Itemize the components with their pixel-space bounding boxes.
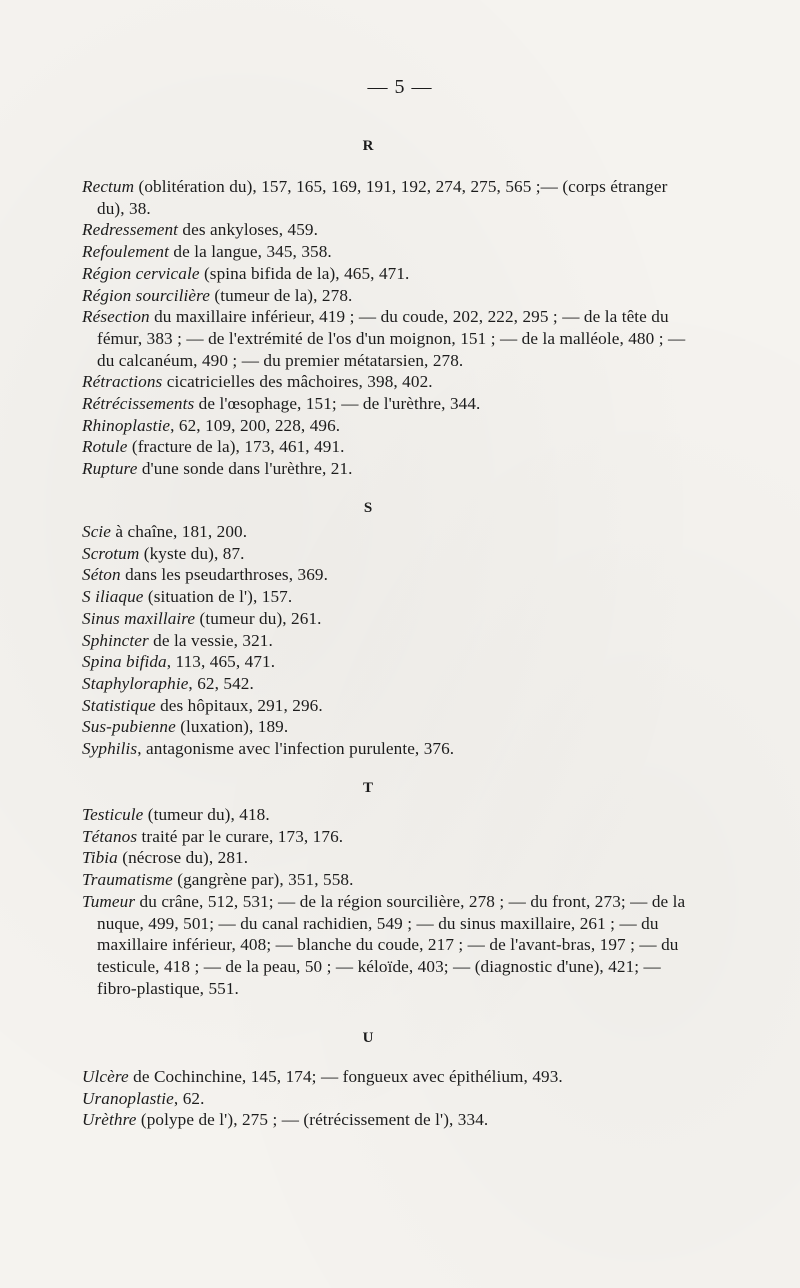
entry-term: Uranoplastie bbox=[82, 1088, 174, 1108]
index-entry bbox=[82, 1109, 687, 1131]
section-entries-t bbox=[0, 804, 800, 999]
entry-term: Rectum bbox=[82, 177, 135, 196]
entry-term: Scrotum bbox=[82, 543, 140, 563]
section-entries-r bbox=[0, 176, 800, 480]
index-entry bbox=[82, 869, 687, 891]
entry-text: (spina bifida de la), 465, 471. bbox=[199, 263, 410, 283]
entry-term: Région cervicale bbox=[82, 263, 200, 283]
index-entry bbox=[82, 738, 687, 760]
index-entry bbox=[82, 543, 687, 565]
index-entry bbox=[82, 673, 687, 695]
index-entry bbox=[82, 826, 687, 848]
entry-term: Urèthre bbox=[82, 1110, 137, 1130]
entry-text: , 62. bbox=[173, 1088, 205, 1108]
index-entry bbox=[82, 651, 687, 673]
index-entry bbox=[82, 564, 687, 586]
index-entry bbox=[82, 241, 687, 263]
entry-text: de l'œsophage, 151; — de l'urèthre, 344. bbox=[194, 394, 481, 414]
entry-term: Tibia bbox=[82, 848, 118, 868]
entry-text: de Cochinchine, 145, 174; — fongueux avec épithélium, 493. bbox=[128, 1067, 563, 1086]
entry-text: d'une sonde dans l'urèthre, 21. bbox=[137, 459, 353, 479]
entry-term: Rotule bbox=[82, 437, 128, 457]
entry-text: (polype de l'), 275 ; — (rétrécissement de l'), 334. bbox=[136, 1110, 489, 1130]
entry-term: Ulcère bbox=[82, 1067, 129, 1086]
section-letter-r: R bbox=[362, 138, 374, 154]
section-letter-t: T bbox=[362, 780, 373, 796]
entry-text: (tumeur de la), 278. bbox=[209, 285, 353, 305]
entry-text: cicatricielles des mâchoires, 398, 402. bbox=[162, 372, 433, 392]
index-entry bbox=[82, 415, 687, 437]
index-entry bbox=[82, 436, 687, 458]
entry-text: du crâne, 512, 531; — de la région sourcilière, 278 ; — du front, 273; — de la nuque, 499, 501; — du canal rachidien, 549 ; — du sinus maxillaire, 261 ; — du maxillaire inférieur, 408; — blanche du coude, 217 ; — de l'avant-bras, 197 ; — du testicule, 418 ; — de la peau, 50 ; — kéloïde, 403; — (diagnostic d'une), 421; — fibro-plastique, 551. bbox=[97, 891, 686, 998]
entry-term: Rétrécissements bbox=[82, 394, 195, 414]
entry-term: Spina bifida bbox=[82, 652, 167, 672]
index-entry bbox=[82, 1088, 687, 1110]
entry-term: Tumeur bbox=[82, 891, 136, 911]
entry-text: (fracture de la), 173, 461, 491. bbox=[127, 437, 345, 457]
section-entries-u bbox=[0, 1066, 800, 1131]
entry-term: Tétanos bbox=[82, 826, 138, 846]
entry-text: traité par le curare, 173, 176. bbox=[137, 826, 344, 846]
index-entry bbox=[82, 458, 687, 480]
index-entry bbox=[82, 285, 687, 307]
entry-text: de la langue, 345, 358. bbox=[169, 242, 332, 262]
entry-term: Testicule bbox=[82, 805, 144, 824]
entry-term: Statistique bbox=[82, 695, 156, 715]
entry-term: Région sourcilière bbox=[82, 285, 210, 305]
entry-term: Redressement bbox=[82, 220, 179, 240]
entry-term: Rétractions bbox=[82, 372, 163, 392]
entry-text: des ankyloses, 459. bbox=[178, 220, 318, 240]
entry-text: (oblitération du), 157, 165, 169, 191, 192, 274, 275, 565 ;— (corps étranger du), 38. bbox=[97, 177, 668, 218]
entry-text: , antagonisme avec l'infection purulente, 376. bbox=[137, 739, 455, 759]
entry-text: (tumeur du), 261. bbox=[195, 608, 322, 628]
section-letter-s: S bbox=[363, 500, 373, 516]
index-entry bbox=[82, 804, 687, 826]
entry-term: Rhinoplastie bbox=[82, 415, 171, 435]
section-letter-u: U bbox=[362, 1030, 374, 1046]
section-entries-s bbox=[0, 521, 800, 760]
entry-term: Résection bbox=[82, 307, 150, 327]
index-entry bbox=[82, 891, 687, 1000]
index-entry bbox=[82, 176, 687, 219]
entry-text: (nécrose du), 281. bbox=[117, 848, 249, 868]
entry-term: Traumatisme bbox=[82, 870, 173, 890]
index-entry bbox=[82, 306, 687, 371]
index-entry bbox=[82, 371, 687, 393]
entry-text: (gangrène par), 351, 558. bbox=[172, 870, 354, 890]
entry-term: Séton bbox=[82, 565, 121, 585]
index-entry bbox=[82, 1066, 687, 1088]
index-entry bbox=[82, 219, 687, 241]
entry-text: (luxation), 189. bbox=[175, 717, 289, 737]
entry-text: (situation de l'), 157. bbox=[143, 587, 293, 607]
index-entry bbox=[82, 847, 687, 869]
entry-term: Sphincter bbox=[82, 630, 149, 650]
index-entry bbox=[82, 263, 687, 285]
page-number: — 5 — bbox=[367, 76, 433, 98]
entry-term: Staphyloraphie bbox=[82, 673, 189, 693]
index-entry bbox=[82, 393, 687, 415]
entry-text: (tumeur du), 418. bbox=[143, 805, 270, 824]
entry-term: S iliaque bbox=[82, 587, 144, 607]
index-entry bbox=[82, 521, 687, 543]
index-entry bbox=[82, 630, 687, 652]
index-entry bbox=[82, 608, 687, 630]
entry-text: , 62, 109, 200, 228, 496. bbox=[170, 415, 341, 435]
entry-term: Sinus maxillaire bbox=[82, 608, 196, 628]
entry-term: Refoulement bbox=[82, 242, 170, 262]
entry-text: à chaîne, 181, 200. bbox=[111, 522, 248, 541]
index-entry bbox=[82, 586, 687, 608]
entry-term: Scie bbox=[82, 522, 112, 541]
entry-term: Syphilis bbox=[82, 739, 138, 759]
entry-text: , 62, 542. bbox=[188, 673, 254, 693]
entry-text: de la vessie, 321. bbox=[148, 630, 273, 650]
entry-text: du maxillaire inférieur, 419 ; — du coude, 202, 222, 295 ; — de la tête du fémur, 383 ; — de l'extrémité de l'os d'un moignon, 151 ; — de la malléole, 480 ; — du calcanéum, 490 ; — du premier métatarsien, 278. bbox=[97, 307, 686, 370]
entry-term: Rupture bbox=[82, 459, 138, 479]
index-entry bbox=[82, 716, 687, 738]
entry-text: dans les pseudarthroses, 369. bbox=[120, 565, 328, 585]
index-entry bbox=[82, 695, 687, 717]
entry-text: des hôpitaux, 291, 296. bbox=[155, 695, 323, 715]
entry-text: , 113, 465, 471. bbox=[166, 652, 276, 672]
entry-term: Sus-pubienne bbox=[82, 717, 176, 737]
entry-text: (kyste du), 87. bbox=[139, 543, 245, 563]
